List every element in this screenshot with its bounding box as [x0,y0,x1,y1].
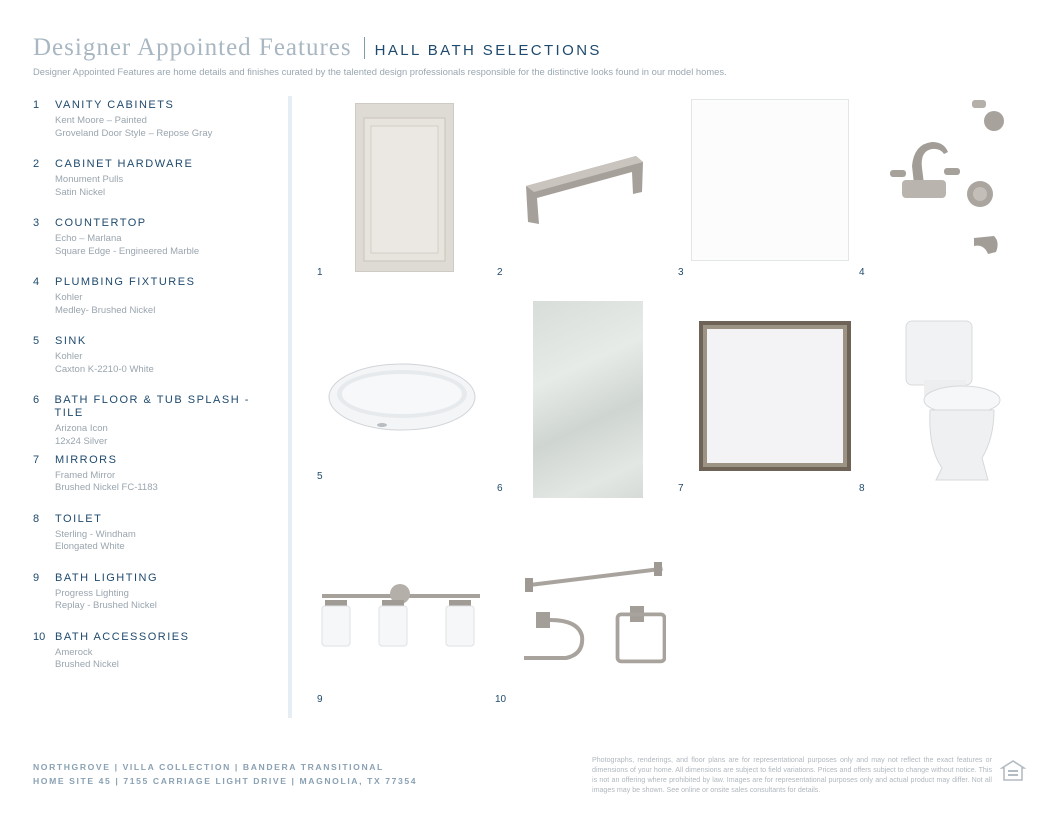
selection-item [33,158,278,217]
selection-detail: Brushed Nickel [55,659,119,671]
selection-detail: Elongated White [55,541,125,553]
selection-item [33,394,278,453]
page-header [33,34,602,62]
countertop-swatch-image [691,99,849,261]
image-label: 9 [317,694,323,705]
selection-number: 2 [33,158,40,171]
toilet-image [902,318,1002,484]
footer-disclaimer: Photographs, renderings, and floor plans are for representational purposes only and may not reflect the exact features or dimensions of your home. All dimensions are subject to field variations. Prices and offers subject to change without notice. This is not an offering where prohibited by law. Images are for representational purposes only and actual product may differ. Not all images may be shown. See online or onsite sales consultants for details. [592,756,992,794]
selection-detail: Square Edge - Engineered Marble [55,245,200,257]
selection-item [33,572,278,631]
selection-detail: Monument Pulls [55,174,124,186]
footer-line-collection: NORTHGROVE | VILLA COLLECTION | BANDERA TRANSITIONAL [33,762,384,772]
floor-tile-image [533,301,643,498]
selection-detail: Brushed Nickel FC-1183 [55,482,158,494]
selection-item [33,631,278,690]
selection-detail: Replay - Brushed Nickel [55,600,157,612]
selection-item [33,99,278,158]
selection-number: 3 [33,217,40,230]
selection-number: 7 [33,453,40,466]
page-subtitle-heading: HALL BATH SELECTIONS [374,42,602,59]
selection-detail: Kohler [55,351,83,363]
image-label: 2 [497,267,503,278]
selection-detail: Kent Moore – Painted [55,115,147,126]
selection-number: 5 [33,335,40,348]
image-label: 8 [859,483,865,494]
selection-number: 1 [33,99,40,111]
selection-item [33,454,278,513]
selection-category: BATH FLOOR & TUB SPLASH - TILE [54,394,250,420]
column-divider [288,96,292,718]
selection-detail: Medley- Brushed Nickel [55,304,156,316]
title-divider [364,37,365,59]
selection-category: CABINET HARDWARE [55,158,194,171]
selection-number: 8 [33,512,40,525]
image-label: 7 [678,483,684,494]
bath-lighting-image [320,582,484,650]
image-label: 5 [317,471,323,482]
selection-category: SINK [55,335,87,348]
selection-detail: Sterling - Windham [55,528,136,540]
mirror-image [698,320,852,472]
selection-category: COUNTERTOP [55,217,147,230]
page-title: Designer Appointed Features [33,34,352,61]
selection-category: BATH ACCESSORIES [55,630,190,643]
selection-detail: Caxton K-2210-0 White [55,363,154,375]
vanity-cabinet-image [355,103,455,273]
image-label: 4 [859,267,865,278]
cabinet-pull-image [522,150,648,232]
selections-list [33,99,278,690]
selection-number: 6 [33,394,40,407]
image-label: 1 [317,267,323,278]
selection-category: MIRRORS [55,453,118,466]
footer-community-info [33,760,417,788]
selection-number: 9 [33,571,40,584]
selection-detail: Groveland Door Style – Repose Gray [55,127,213,139]
footer-line-address: HOME SITE 45 | 7155 CARRIAGE LIGHT DRIVE | MAGNOLIA, TX 77354 [33,776,418,786]
image-label: 10 [495,694,507,705]
equal-housing-icon [1000,759,1026,783]
sink-image [326,361,478,433]
selection-item [33,335,278,394]
selection-detail: Progress Lighting [55,587,129,599]
selection-detail: Amerock [55,646,93,658]
selection-category: TOILET [55,512,103,525]
selection-detail: Arizona Icon [55,423,108,435]
selection-number: 10 [33,630,46,643]
plumbing-fixtures-image [884,96,1010,262]
image-label: 6 [497,483,503,494]
selection-item [33,513,278,572]
page-description: Designer Appointed Features are home details and finishes curated by the talented design professionals responsible for the distinctive looks found in our model homes. [33,66,727,77]
selection-category: BATH LIGHTING [55,571,159,584]
selection-item [33,217,278,276]
selection-category: PLUMBING FIXTURES [55,276,196,289]
selection-detail: Echo – Marlana [55,233,122,245]
image-label: 3 [678,267,684,278]
selection-detail: Kohler [55,292,83,304]
bath-accessories-image [518,560,666,678]
selection-detail: 12x24 Silver [55,435,108,447]
selection-detail: Framed Mirror [55,469,116,481]
selection-number: 4 [33,276,40,289]
selection-detail: Satin Nickel [55,186,106,198]
selection-item [33,276,278,335]
selection-category: VANITY CABINETS [55,99,175,111]
